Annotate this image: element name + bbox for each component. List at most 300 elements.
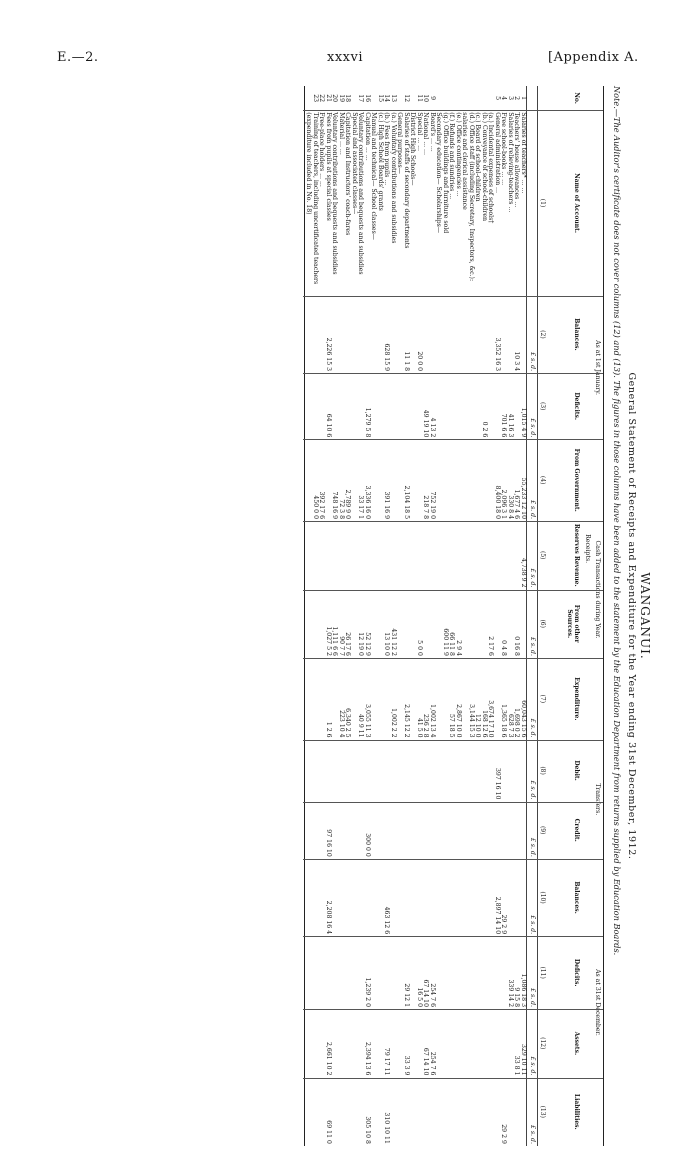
col-dec-balances-cell: 463 12 6	[383, 906, 391, 935]
col-expenditure-cell: 168 12 6	[481, 710, 488, 738]
col-liabilities-cell	[351, 1077, 358, 1145]
col-other-sources-cell	[305, 589, 318, 657]
col-dec-balances-cell	[338, 859, 345, 936]
col-account-cell: Salaries of staffs of secondary departments	[403, 112, 410, 249]
col-no-cell: 20	[331, 94, 339, 103]
col-reserves-revenue-cell	[442, 521, 449, 589]
col-debit-cell	[455, 740, 462, 802]
col-reserves-revenue-cell	[403, 521, 410, 589]
table-header	[537, 86, 603, 1146]
column-index: (3)	[539, 401, 546, 411]
col-account-cell: (c.) High School Boards' grants	[377, 112, 384, 211]
col-reserves-revenue-cell	[500, 521, 507, 589]
col-from-government-cell: 450 0 0	[312, 495, 319, 520]
col-jan-balances-cell	[487, 296, 494, 373]
col-credit-cell	[481, 801, 488, 858]
col-assets-cell	[474, 1009, 481, 1077]
col-expenditure-cell	[351, 658, 358, 740]
unit-label: £ s. d.	[529, 780, 537, 800]
col-jan-deficits-cell	[318, 373, 325, 439]
col-expenditure-cell: 3,144 15 3	[468, 704, 475, 738]
col-debit-cell	[370, 740, 377, 802]
col-dec-deficits-cell: 9 15 8	[513, 987, 521, 1008]
col-other-sources-cell: 5 0 0	[416, 640, 423, 656]
col-reserves-revenue-cell	[461, 521, 474, 589]
col-debit-cell	[390, 740, 397, 802]
col-account-cell: General purposes—	[396, 112, 404, 174]
col-credit-cell	[377, 801, 384, 858]
col-jan-deficits-cell	[344, 373, 351, 439]
col-other-sources-cell	[474, 589, 481, 657]
table-row	[305, 86, 318, 1146]
col-from-government-cell	[351, 439, 358, 521]
col-liabilities-cell	[429, 1077, 436, 1145]
col-dec-deficits-header	[537, 936, 581, 1009]
col-credit-cell: 300 0 0	[364, 833, 371, 857]
col-dec-deficits-cell	[474, 936, 481, 1009]
col-jan-deficits-cell: 0 2 6	[481, 421, 488, 438]
col-from-government-cell: 391 16 9	[383, 491, 391, 520]
col-jan-balances-cell	[305, 296, 318, 373]
table-row	[338, 86, 345, 1146]
col-debit-cell	[507, 740, 514, 802]
page-series: E.—2.	[57, 50, 99, 65]
col-liabilities-cell: 305 10 8	[364, 1116, 371, 1144]
col-account-cell: Salaries of relieving-teachers ...	[507, 112, 514, 213]
col-assets-cell: 254 7 6	[429, 1051, 436, 1076]
table-row	[377, 86, 384, 1146]
col-liabilities-cell	[507, 1077, 514, 1145]
col-account-cell: General administration ...	[494, 112, 501, 193]
col-expenditure-cell: 40 9 11	[357, 714, 365, 738]
col-credit-cell	[520, 801, 527, 858]
col-account-header	[537, 110, 581, 296]
col-dec-deficits-cell	[377, 936, 384, 1009]
col-dec-balances-cell	[377, 859, 384, 936]
col-liabilities-cell	[409, 1077, 416, 1145]
col-dec-deficits-cell	[442, 936, 449, 1009]
col-debit-cell	[357, 740, 364, 802]
col-assets-cell	[416, 1009, 423, 1077]
auditor-note: Note.—The Auditor's certificate does not cover columns (12) and (13). The figures in those columns have been added to the statement by the Education Department from returns supplied by Education Boards.	[612, 86, 622, 956]
col-account-cell: Free-place holders ... ...	[318, 112, 326, 187]
table-row	[500, 86, 507, 1146]
col-credit-cell	[409, 801, 416, 858]
col-reserves-revenue-cell	[494, 521, 501, 589]
col-other-sources-cell: 52 12 9	[364, 632, 371, 656]
table-row	[448, 86, 455, 1146]
col-from-government-cell	[455, 439, 462, 521]
col-reserves-revenue-cell	[305, 521, 318, 589]
col-jan-deficits-cell: 1,279 5 8	[364, 407, 371, 438]
col-no-cell: 3	[507, 96, 514, 101]
col-expenditure-cell	[377, 658, 384, 740]
col-reserves-revenue-cell	[455, 521, 462, 589]
column-name: Credit.	[573, 818, 580, 842]
col-dec-balances-cell	[455, 859, 462, 936]
col-dec-deficits-cell	[396, 936, 403, 1009]
col-no-cell: 14	[383, 94, 391, 103]
col-expenditure-cell	[305, 658, 318, 740]
col-dec-deficits-cell	[500, 936, 507, 1009]
col-account-cell: Secondary education— Scholarships—	[435, 112, 443, 234]
col-assets-cell	[396, 1009, 403, 1077]
col-no-cell	[455, 86, 462, 110]
column-index: (2)	[539, 330, 546, 339]
col-dec-deficits-cell	[325, 936, 332, 1009]
col-assets-cell: 33 8 1	[513, 1055, 521, 1076]
col-credit-cell	[344, 801, 351, 858]
col-from-government-cell: 2,789 9 0	[344, 489, 352, 520]
col-liabilities-cell	[403, 1077, 410, 1145]
col-expenditure-cell	[383, 658, 390, 740]
col-assets-cell	[390, 1009, 397, 1077]
col-jan-balances-cell	[474, 296, 481, 373]
col-expenditure-cell: 2,145 12 2	[403, 704, 410, 738]
col-reserves-revenue-header	[537, 521, 581, 589]
col-jan-balances-cell: 2,226 15 3	[325, 337, 332, 372]
col-reserves-revenue-cell	[377, 521, 384, 589]
col-dec-balances-cell	[396, 859, 403, 936]
col-assets-cell	[344, 1009, 351, 1077]
col-other-sources-cell	[403, 589, 410, 657]
col-jan-deficits-cell	[390, 373, 397, 439]
col-dec-balances-cell	[481, 859, 488, 936]
col-expenditure-cell: 1,002 13 4	[429, 704, 436, 738]
col-no-cell: 18	[344, 94, 352, 103]
col-other-sources-cell	[461, 589, 474, 657]
col-other-sources-cell: 0 4 8	[500, 640, 508, 656]
col-other-sources-cell: 1,111 6 6	[331, 626, 339, 656]
col-assets-cell	[481, 1009, 488, 1077]
col-jan-deficits-cell	[455, 373, 462, 439]
col-assets-cell	[507, 1009, 514, 1077]
col-credit-cell	[338, 801, 345, 858]
col-jan-balances-cell	[448, 296, 455, 373]
unit-label: £ s. d.	[529, 352, 537, 372]
table-row	[383, 86, 390, 1146]
col-credit-cell	[474, 801, 481, 858]
col-dec-balances-cell	[403, 859, 410, 936]
col-dec-balances-cell	[370, 859, 377, 936]
col-from-government-cell: 392 17 6	[318, 491, 326, 520]
col-from-government-header	[537, 439, 581, 521]
col-assets-cell: 2,394 13 6	[364, 1042, 371, 1076]
col-jan-deficits-cell: 64 10 6	[325, 413, 332, 438]
col-jan-deficits-cell: 701 6 6	[500, 413, 508, 438]
col-no-cell	[442, 86, 449, 110]
col-other-sources-cell	[409, 589, 416, 657]
col-jan-balances-cell	[357, 296, 364, 373]
col-other-sources-cell	[318, 589, 325, 657]
column-name: Balances.	[573, 318, 580, 351]
col-assets-cell: 33 3 9	[403, 1055, 410, 1076]
column-index: (12)	[539, 1037, 546, 1050]
col-dec-balances-cell	[487, 859, 494, 936]
col-dec-balances-cell	[442, 859, 449, 936]
col-dec-balances-cell	[305, 859, 318, 936]
col-liabilities-cell	[435, 1077, 442, 1145]
col-dec-balances-cell	[429, 859, 436, 936]
col-jan-deficits-cell	[338, 373, 345, 439]
col-dec-balances-cell	[422, 859, 429, 936]
col-jan-balances-cell	[364, 296, 371, 373]
col-other-sources-cell: 2 17 6	[487, 636, 495, 656]
col-debit-cell	[435, 740, 442, 802]
column-name: No.	[573, 92, 580, 104]
col-account-cell: Capitation and Instructors' coach-fares	[344, 112, 352, 236]
table-row	[520, 86, 527, 1146]
col-jan-deficits-cell	[474, 373, 481, 439]
col-from-government-cell: 752 19 0	[429, 491, 436, 520]
col-credit-cell	[500, 801, 507, 858]
col-dec-deficits-cell: 29 12 1	[403, 983, 410, 1008]
table-row	[403, 86, 410, 1146]
col-expenditure-cell: 41 5 0	[416, 717, 423, 738]
col-dec-balances-cell: 29 2 9	[500, 914, 508, 935]
col-liabilities-cell	[390, 1077, 397, 1145]
col-account-cell: National ... ...	[422, 112, 430, 155]
col-liabilities-cell: 69 11 0	[325, 1120, 332, 1144]
col-liabilities-header	[537, 1078, 581, 1146]
col-jan-balances-cell	[370, 296, 377, 373]
col-other-sources-cell: 26 17 6	[344, 632, 352, 656]
col-liabilities-cell	[422, 1077, 429, 1145]
col-from-government-cell	[442, 439, 449, 521]
col-reserves-revenue-cell	[351, 521, 358, 589]
table-row	[507, 86, 514, 1146]
col-no-cell: 1	[520, 96, 527, 101]
col-credit-cell	[448, 801, 455, 858]
col-assets-cell	[494, 1009, 501, 1077]
col-account-cell: (d.) Office staff (including Secretary, Inspectors, &c.): salaries and clerical assistance	[461, 112, 475, 282]
col-other-sources-cell	[481, 589, 488, 657]
col-jan-deficits-cell: 49 19 10	[422, 409, 430, 438]
group-dec: As at 31st December.	[594, 969, 601, 1036]
col-jan-deficits-cell	[383, 373, 390, 439]
col-credit-cell	[403, 801, 410, 858]
table-row	[396, 86, 403, 1146]
unit-label: £ s. d.	[529, 1056, 537, 1076]
col-jan-deficits-cell	[357, 373, 364, 439]
col-debit-cell	[364, 740, 371, 802]
column-name: Reserves Revenue.	[573, 523, 580, 587]
col-reserves-revenue-cell	[513, 521, 520, 589]
col-jan-deficits-cell: 41 16 3	[507, 413, 514, 438]
col-jan-balances-cell	[429, 296, 436, 373]
col-liabilities-cell	[487, 1077, 494, 1145]
col-debit-header	[537, 740, 581, 802]
col-dec-deficits-cell	[448, 936, 455, 1009]
table-row	[351, 86, 358, 1146]
col-no-cell	[487, 86, 494, 110]
col-jan-deficits-header	[537, 373, 581, 439]
col-debit-cell	[351, 740, 358, 802]
col-dec-balances-cell	[461, 859, 474, 936]
col-account-cell: Fees from pupils at special classes	[325, 112, 332, 221]
col-other-sources-cell: 2 9 4	[455, 640, 462, 656]
col-from-government-cell	[377, 439, 384, 521]
col-credit-cell	[422, 801, 429, 858]
col-debit-cell: 397 16 10	[494, 767, 501, 800]
unit-label: £ s. d.	[529, 418, 537, 438]
col-jan-balances-cell	[442, 296, 449, 373]
col-dec-deficits-cell	[390, 936, 397, 1009]
col-reserves-revenue-cell	[422, 521, 429, 589]
col-expenditure-cell	[442, 658, 449, 740]
page-number: xxxvi	[327, 50, 363, 65]
col-dec-deficits-cell	[318, 936, 325, 1009]
col-no-cell: 19	[338, 94, 345, 103]
col-jan-balances-cell: 3,352 16 3	[494, 337, 501, 372]
col-no-cell: 4	[500, 96, 508, 101]
col-reserves-revenue-cell	[416, 521, 423, 589]
col-assets-cell	[500, 1009, 507, 1077]
col-jan-balances-cell	[396, 296, 403, 373]
col-debit-cell	[422, 740, 429, 802]
col-assets-cell	[338, 1009, 345, 1077]
column-index: (1)	[539, 198, 546, 208]
col-other-sources-header	[537, 590, 581, 658]
col-reserves-revenue-cell	[318, 521, 325, 589]
col-liabilities-cell	[377, 1077, 384, 1145]
col-other-sources-cell: 1,027 5 2	[325, 626, 332, 656]
col-jan-deficits-cell	[442, 373, 449, 439]
col-reserves-revenue-cell	[396, 521, 403, 589]
col-other-sources-cell	[429, 589, 436, 657]
col-expenditure-cell: 1 2 6	[325, 721, 332, 738]
col-account-cell: (f.) Refunds and sundries ...	[448, 112, 456, 200]
col-dec-balances-cell	[435, 859, 442, 936]
col-dec-balances-cell	[364, 859, 371, 936]
col-jan-balances-cell	[520, 296, 527, 373]
col-reserves-revenue-cell	[364, 521, 371, 589]
col-from-government-cell	[448, 439, 455, 521]
col-expenditure-cell	[318, 658, 325, 740]
col-dec-balances-cell	[409, 859, 416, 936]
col-assets-cell	[318, 1009, 325, 1077]
col-assets-cell	[487, 1009, 494, 1077]
col-dec-deficits-cell: 1,239 2 0	[364, 977, 371, 1008]
col-debit-cell	[448, 740, 455, 802]
col-no-cell: 9	[429, 96, 436, 101]
col-jan-balances-cell	[344, 296, 351, 373]
col-dec-balances-cell: 2,208 16 4	[325, 900, 332, 935]
col-jan-deficits-cell: 1,015 4 9	[520, 407, 527, 438]
col-jan-balances-cell	[435, 296, 442, 373]
table-body	[305, 86, 526, 1146]
col-account-cell: (c.) Board of school-children	[474, 112, 482, 202]
col-liabilities-cell	[481, 1077, 488, 1145]
col-account-cell: Material ... ...	[338, 112, 345, 155]
col-reserves-revenue-cell	[338, 521, 345, 589]
col-dec-deficits-cell: 1,086 18 3	[520, 973, 527, 1008]
table-row	[461, 86, 474, 1146]
col-debit-cell	[487, 740, 494, 802]
col-dec-deficits-cell	[338, 936, 345, 1009]
col-reserves-revenue-cell	[448, 521, 455, 589]
col-expenditure-cell: 1,698 0 2	[513, 708, 521, 738]
col-assets-cell	[442, 1009, 449, 1077]
col-account-cell: (a.) Incidental expenses of schools†	[487, 112, 495, 224]
col-assets-cell	[455, 1009, 462, 1077]
col-debit-cell	[461, 740, 474, 802]
col-dec-balances-cell	[474, 859, 481, 936]
col-no-cell: 15	[377, 94, 384, 103]
col-from-government-cell	[396, 439, 403, 521]
col-jan-deficits-cell	[416, 373, 423, 439]
col-debit-cell	[396, 740, 403, 802]
col-reserves-revenue-cell	[435, 521, 442, 589]
column-index: (9)	[539, 825, 546, 835]
col-debit-cell	[474, 740, 481, 802]
col-liabilities-cell	[520, 1077, 527, 1145]
col-assets-cell	[357, 1009, 364, 1077]
col-debit-cell	[481, 740, 488, 802]
col-jan-balances-cell	[338, 296, 345, 373]
col-from-government-cell: 330 8 4	[507, 495, 514, 520]
column-index: (7)	[539, 694, 546, 704]
col-credit-cell	[513, 801, 520, 858]
col-jan-deficits-cell	[461, 373, 474, 439]
col-jan-balances-cell: 10 3 4	[513, 351, 521, 372]
col-credit-cell	[461, 801, 474, 858]
table-row	[416, 86, 423, 1146]
col-liabilities-cell	[474, 1077, 481, 1145]
column-index: (13)	[539, 1105, 546, 1118]
col-jan-balances-header	[537, 296, 581, 373]
col-no-cell	[474, 86, 481, 110]
col-jan-balances-cell: 628 15 9	[383, 343, 391, 372]
col-other-sources-cell	[507, 589, 514, 657]
col-dec-deficits-cell	[344, 936, 351, 1009]
col-dec-deficits-cell	[461, 936, 474, 1009]
col-from-government-cell: 2,104 18 5	[403, 485, 410, 520]
col-dec-balances-cell	[448, 859, 455, 936]
unit-label: £ s. d.	[529, 718, 537, 738]
table-row	[481, 86, 488, 1146]
column-index: (8)	[539, 766, 546, 775]
table-row	[455, 86, 462, 1146]
col-from-government-cell	[461, 439, 474, 521]
col-no-cell: 10	[422, 94, 430, 103]
col-assets-cell	[377, 1009, 384, 1077]
col-other-sources-cell: 66 11 8	[448, 632, 456, 656]
column-rule	[303, 373, 603, 374]
col-from-government-cell: 748 16 9	[331, 491, 339, 520]
col-debit-cell	[409, 740, 416, 802]
col-credit-cell	[357, 801, 364, 858]
col-from-government-cell	[325, 439, 332, 521]
col-dec-deficits-cell	[383, 936, 390, 1009]
column-index: (11)	[539, 966, 546, 979]
col-expenditure-header	[537, 658, 581, 740]
col-assets-cell	[461, 1009, 474, 1077]
column-name: Deficits.	[573, 392, 580, 420]
col-dec-balances-cell	[357, 859, 364, 936]
col-expenditure-cell: 3,055 11 3	[364, 704, 371, 738]
table-row	[364, 86, 371, 1146]
column-rule	[303, 296, 603, 297]
col-credit-cell	[455, 801, 462, 858]
col-dec-balances-cell	[390, 859, 397, 936]
board-title: WANGANUI.	[638, 572, 652, 660]
col-assets-cell	[448, 1009, 455, 1077]
group-jan: As at 1st January.	[594, 340, 601, 395]
col-debit-cell	[344, 740, 351, 802]
col-no-cell: 22	[318, 94, 326, 103]
col-from-government-cell: 3,336 16 0	[364, 485, 371, 520]
